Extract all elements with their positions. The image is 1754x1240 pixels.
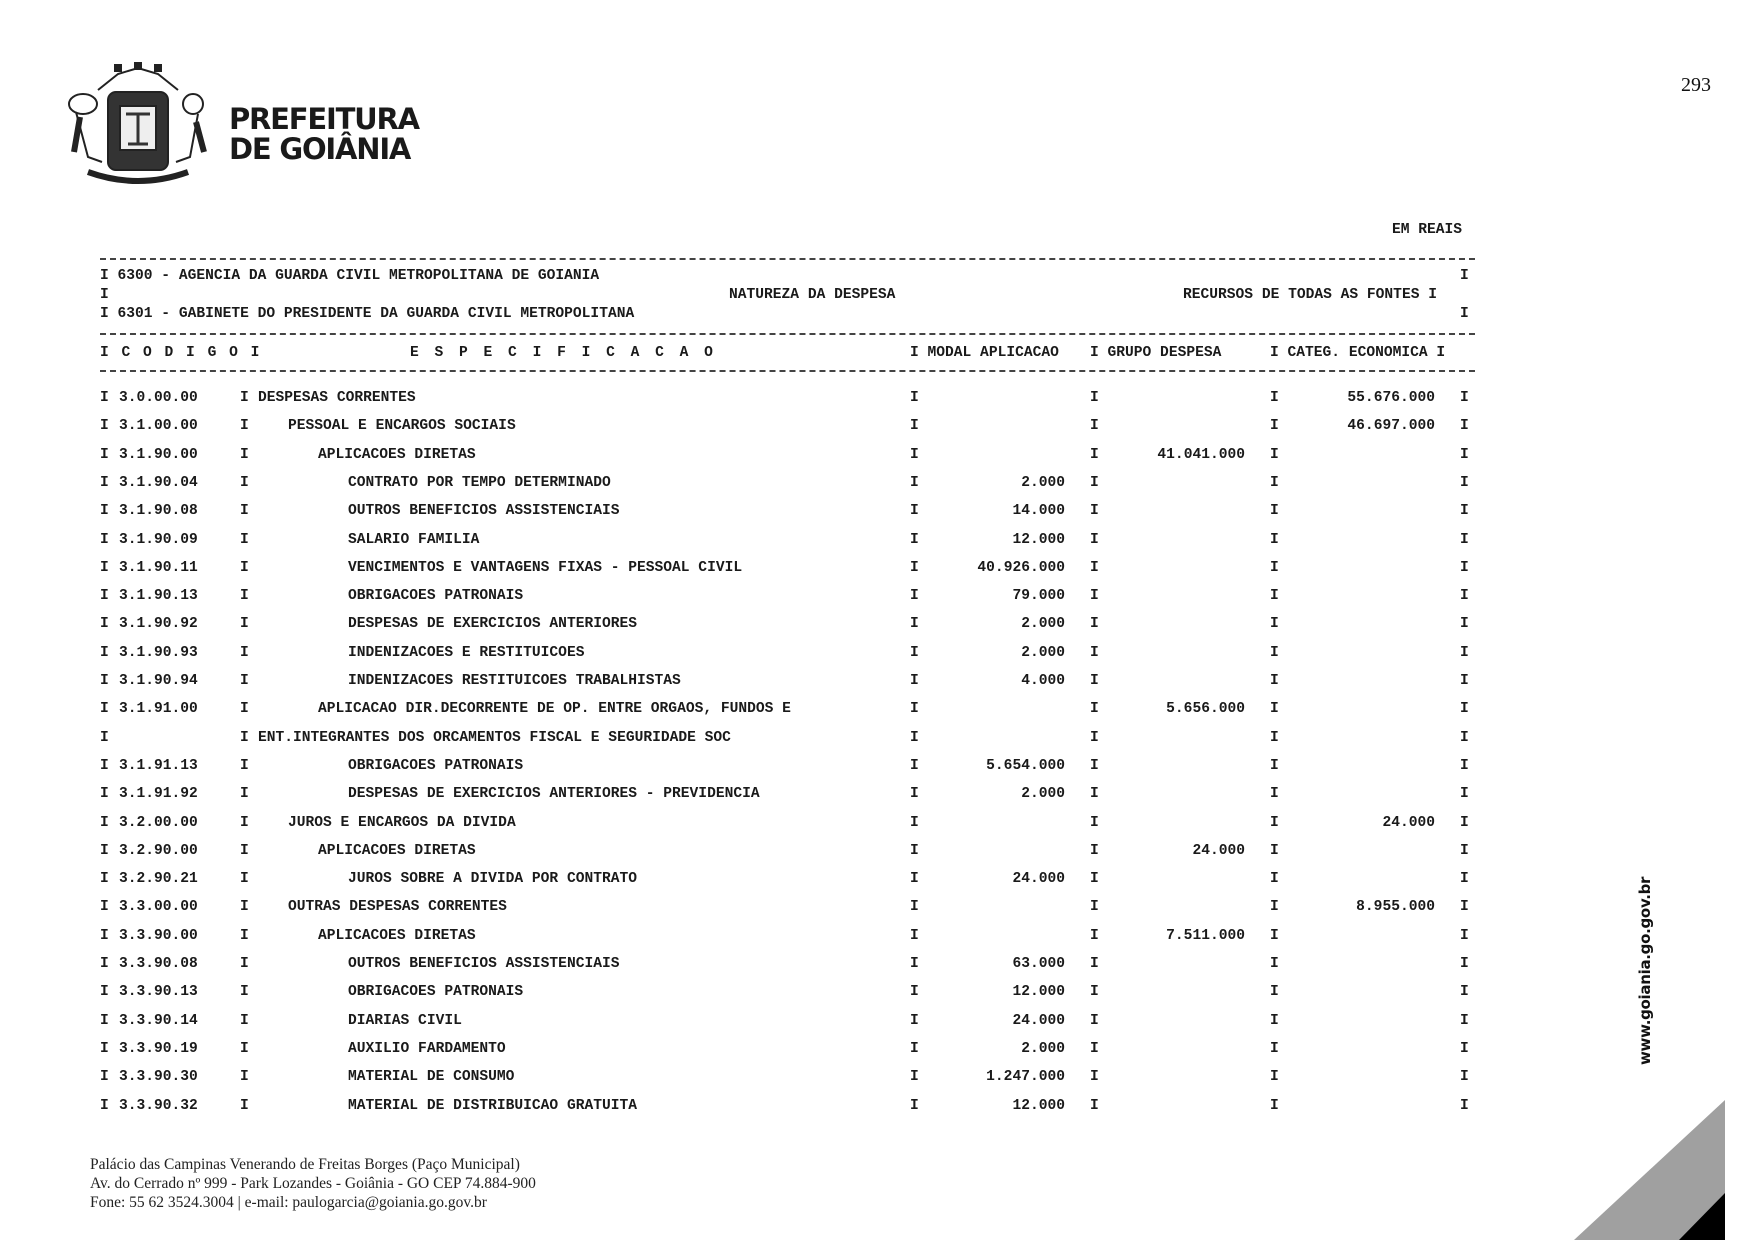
table-row (100, 701, 1480, 721)
brand-line-1: PREFEITURA (229, 102, 419, 136)
column-separator: I (1270, 814, 1279, 831)
column-separator: I (910, 474, 919, 491)
column-separator: I (1090, 899, 1099, 916)
row-code: 3.3.90.14 (119, 1012, 198, 1029)
column-separator: I (1090, 1097, 1099, 1114)
column-separator: I (1270, 1069, 1279, 1086)
column-separator: I (1090, 1012, 1099, 1029)
column-separator: I (100, 1040, 109, 1057)
row-description: OBRIGACOES PATRONAIS (348, 588, 524, 605)
column-separator: I (240, 871, 249, 888)
divider (100, 370, 1475, 372)
column-separator: I (240, 1040, 249, 1057)
column-separator: I (100, 1097, 109, 1114)
divider (100, 333, 1475, 335)
column-separator: I (240, 956, 249, 972)
column-separator: I (100, 474, 109, 491)
row-code: 3.1.90.09 (119, 531, 198, 548)
column-separator: I (910, 757, 919, 774)
recursos-label: RECURSOS DE TODAS AS FONTES I (1183, 287, 1437, 303)
table-row (100, 532, 1480, 552)
column-separator: I (1090, 1040, 1099, 1057)
row-description: AUXILIO FARDAMENTO (348, 1040, 506, 1057)
column-separator: I (1460, 559, 1469, 576)
column-separator: I (100, 757, 109, 774)
column-separator: I (1460, 1097, 1469, 1114)
column-separator: I (1270, 418, 1279, 435)
row-description: CONTRATO POR TEMPO DETERMINADO (348, 474, 611, 491)
column-separator: I (1460, 418, 1469, 435)
column-separator: I (910, 927, 919, 944)
footer-line-2: Av. do Cerrado nº 999 - Park Lozandes - Goiânia - GO CEP 74.884-900 (90, 1175, 536, 1192)
column-separator: I (1460, 503, 1469, 520)
natureza-da-despesa-label: NATUREZA DA DESPESA (729, 287, 896, 303)
categ-economica-value: 24.000 (1382, 814, 1435, 831)
row-description: OUTROS BENEFICIOS ASSISTENCIAIS (348, 503, 620, 520)
column-separator: I (1270, 984, 1279, 1001)
column-separator: I (910, 899, 919, 916)
table-row (100, 616, 1480, 636)
column-separator: I (1460, 588, 1469, 605)
column-separator: I (910, 418, 919, 435)
column-separator: I (240, 757, 249, 774)
corner-decoration (1574, 1100, 1754, 1240)
modal-aplicacao-value: 40.926.000 (977, 559, 1065, 576)
column-separator: I (1090, 531, 1099, 548)
column-separator: I (100, 616, 109, 633)
column-separator: I (1270, 616, 1279, 633)
modal-aplicacao-value: 5.654.000 (986, 757, 1065, 774)
column-separator: I (1460, 814, 1469, 831)
row-description: DESPESAS DE EXERCICIOS ANTERIORES (348, 616, 638, 633)
column-separator: I (1090, 1069, 1099, 1086)
column-separator: I (1460, 616, 1469, 633)
modal-aplicacao-value: 79.000 (1012, 588, 1065, 605)
row-description: OBRIGACOES PATRONAIS (348, 984, 524, 1001)
table-row (100, 928, 1480, 948)
column-separator: I (100, 701, 109, 718)
column-separator: I (910, 701, 919, 718)
row-code: 3.3.90.00 (119, 927, 198, 944)
column-separator: I (1090, 673, 1099, 689)
row-code: 3.3.90.30 (119, 1069, 198, 1086)
column-separator: I (1460, 956, 1469, 972)
column-separator: I (100, 418, 109, 435)
modal-aplicacao-value: 12.000 (1012, 1097, 1065, 1114)
column-separator: I (1270, 588, 1279, 605)
column-separator: I (1460, 842, 1469, 859)
table-row (100, 815, 1480, 835)
column-separator: I (910, 644, 919, 661)
column-separator: I (1270, 757, 1279, 774)
table-row (100, 758, 1480, 778)
row-description: APLICACAO DIR.DECORRENTE DE OP. ENTRE ORGAOS, FUNDOS E (318, 701, 791, 718)
column-separator: I (1090, 814, 1099, 831)
row-code: 3.1.00.00 (119, 418, 198, 435)
row-description: INDENIZACOES RESTITUICOES TRABALHISTAS (348, 673, 681, 689)
column-separator: I (1090, 446, 1099, 463)
column-separator: I (1270, 701, 1279, 718)
footer-line-1: Palácio das Campinas Venerando de Freitas Borges (Paço Municipal) (90, 1156, 520, 1173)
column-separator: I (100, 644, 109, 661)
column-separator: I (240, 1069, 249, 1086)
column-separator: I (910, 446, 919, 463)
row-code: 3.3.90.32 (119, 1097, 198, 1114)
table-row (100, 475, 1480, 495)
row-code: 3.2.90.21 (119, 871, 198, 888)
column-separator: I (1090, 757, 1099, 774)
table-row (100, 786, 1480, 806)
column-separator: I (1460, 531, 1469, 548)
grupo-despesa-value: 7.511.000 (1166, 927, 1245, 944)
column-separator: I (1270, 871, 1279, 888)
row-description: ENT.INTEGRANTES DOS ORCAMENTOS FISCAL E SEGURIDADE SOC (258, 729, 731, 746)
column-separator: I (240, 927, 249, 944)
modal-aplicacao-value: 2.000 (1021, 786, 1065, 803)
column-separator: I (100, 390, 109, 406)
column-separator: I (240, 1097, 249, 1114)
column-separator: I (240, 644, 249, 661)
column-separator: I (910, 616, 919, 633)
grupo-despesa-value: 5.656.000 (1166, 701, 1245, 718)
column-separator: I (1460, 474, 1469, 491)
column-separator: I (240, 701, 249, 718)
table-row (100, 956, 1480, 976)
row-code: 3.3.00.00 (119, 899, 198, 916)
column-separator: I (100, 559, 109, 576)
column-separator: I (1090, 871, 1099, 888)
column-separator: I (1270, 390, 1279, 406)
column-separator: I (100, 871, 109, 888)
column-separator: I (240, 786, 249, 803)
table-row (100, 503, 1480, 523)
column-separator: I (1270, 786, 1279, 803)
column-separator: I (1270, 899, 1279, 916)
column-separator: I (240, 984, 249, 1001)
column-separator: I (910, 1040, 919, 1057)
row-code: 3.1.90.13 (119, 588, 198, 605)
column-separator: I (240, 390, 249, 406)
column-separator: I (1090, 842, 1099, 859)
column-separator: I (910, 390, 919, 406)
table-row (100, 645, 1480, 665)
table-row (100, 1041, 1480, 1061)
table-row (100, 871, 1480, 891)
table-row (100, 843, 1480, 863)
column-separator: I (1460, 1012, 1469, 1029)
grupo-despesa-value: 24.000 (1192, 842, 1245, 859)
table-row (100, 673, 1480, 693)
table-row (100, 1013, 1480, 1033)
column-separator: I (1460, 644, 1469, 661)
column-separator: I (1090, 616, 1099, 633)
column-separator: I (1270, 1012, 1279, 1029)
column-separator: I (1090, 984, 1099, 1001)
row-description: JUROS SOBRE A DIVIDA POR CONTRATO (348, 871, 638, 888)
column-separator: I (100, 1069, 109, 1086)
column-separator: I (100, 984, 109, 1001)
column-separator: I (1270, 842, 1279, 859)
row-description: MATERIAL DE DISTRIBUICAO GRATUITA (348, 1097, 638, 1114)
column-separator: I (1090, 474, 1099, 491)
column-separator: I (1090, 644, 1099, 661)
table-row (100, 588, 1480, 608)
column-separator: I (1460, 673, 1469, 689)
column-separator: I (1460, 786, 1469, 803)
currency-units-label: EM REAIS (1392, 222, 1463, 238)
column-separator: I (1090, 503, 1099, 520)
column-header-grupo-despesa: I GRUPO DESPESA (1090, 345, 1222, 361)
column-separator: I (1270, 446, 1279, 463)
column-separator: I (240, 616, 249, 633)
row-description: OUTRAS DESPESAS CORRENTES (288, 899, 507, 916)
row-description: VENCIMENTOS E VANTAGENS FIXAS - PESSOAL CIVIL (348, 559, 743, 576)
column-separator: I (1270, 927, 1279, 944)
row-code: 3.2.00.00 (119, 814, 198, 831)
row-code: 3.1.90.94 (119, 673, 198, 689)
column-separator: I (1460, 1069, 1469, 1086)
table-row (100, 560, 1480, 580)
column-separator: I (100, 786, 109, 803)
divider (100, 258, 1475, 260)
row-description: APLICACOES DIRETAS (318, 842, 476, 859)
right-border-bar: I (1460, 306, 1469, 322)
row-description: APLICACOES DIRETAS (318, 927, 476, 944)
footer-line-3: Fone: 55 62 3524.3004 | e-mail: paulogarcia@goiania.go.gov.br (90, 1194, 487, 1211)
grupo-despesa-value: 41.041.000 (1157, 446, 1245, 463)
column-separator: I (910, 814, 919, 831)
column-separator: I (1270, 559, 1279, 576)
modal-aplicacao-value: 12.000 (1012, 531, 1065, 548)
column-separator: I (240, 899, 249, 916)
column-separator: I (1460, 871, 1469, 888)
column-separator: I (100, 842, 109, 859)
column-separator: I (100, 588, 109, 605)
column-separator: I (1460, 1040, 1469, 1057)
table-row (100, 418, 1480, 438)
column-separator: I (240, 418, 249, 435)
row-code: 3.1.90.93 (119, 644, 198, 661)
column-separator: I (1270, 1040, 1279, 1057)
column-separator: I (1090, 559, 1099, 576)
column-header-modal-aplicacao: I MODAL APLICACAO (910, 345, 1059, 361)
column-separator: I (910, 559, 919, 576)
table-row (100, 390, 1480, 410)
column-separator: I (1460, 984, 1469, 1001)
column-separator: I (1270, 673, 1279, 689)
column-separator: I (1090, 729, 1099, 746)
column-separator: I (910, 1097, 919, 1114)
modal-aplicacao-value: 63.000 (1012, 956, 1065, 972)
table-row (100, 1069, 1480, 1089)
modal-aplicacao-value: 1.247.000 (986, 1069, 1065, 1086)
row-description: DIARIAS CIVIL (348, 1012, 462, 1029)
right-border-bar: I (1460, 268, 1469, 284)
row-code: 3.1.90.04 (119, 474, 198, 491)
modal-aplicacao-value: 24.000 (1012, 1012, 1065, 1029)
column-separator: I (910, 1069, 919, 1086)
column-separator: I (1090, 418, 1099, 435)
table-row (100, 984, 1480, 1004)
categ-economica-value: 55.676.000 (1347, 390, 1435, 406)
column-separator: I (100, 814, 109, 831)
table-row (100, 730, 1480, 750)
categ-economica-value: 8.955.000 (1356, 899, 1435, 916)
brand-line-2: DE GOIÂNIA (229, 132, 411, 166)
footer-address (90, 1155, 536, 1212)
column-separator: I (240, 814, 249, 831)
table-row (100, 899, 1480, 919)
column-separator: I (240, 474, 249, 491)
column-separator: I (910, 786, 919, 803)
column-separator: I (910, 842, 919, 859)
modal-aplicacao-value: 12.000 (1012, 984, 1065, 1001)
modal-aplicacao-value: 2.000 (1021, 644, 1065, 661)
modal-aplicacao-value: 14.000 (1012, 503, 1065, 520)
column-separator: I (240, 673, 249, 689)
column-separator: I (100, 899, 109, 916)
column-separator: I (1460, 390, 1469, 406)
column-separator: I (910, 729, 919, 746)
column-separator: I (240, 588, 249, 605)
row-description: MATERIAL DE CONSUMO (348, 1069, 515, 1086)
row-description: DESPESAS CORRENTES (258, 390, 416, 406)
modal-aplicacao-value: 2.000 (1021, 1040, 1065, 1057)
categ-economica-value: 46.697.000 (1347, 418, 1435, 435)
website-url: www.goiania.go.gov.br (1636, 876, 1654, 1065)
row-code: 3.1.91.00 (119, 701, 198, 718)
left-border-bar: I (100, 287, 109, 303)
coat-of-arms-logo (58, 62, 218, 192)
column-header-categ-economica: I CATEG. ECONOMICA I (1270, 345, 1446, 361)
column-separator: I (910, 984, 919, 1001)
row-code: 3.2.90.00 (119, 842, 198, 859)
row-code: 3.1.90.11 (119, 559, 198, 576)
column-separator: I (100, 673, 109, 689)
column-separator: I (100, 503, 109, 520)
column-separator: I (910, 1012, 919, 1029)
column-separator: I (1460, 701, 1469, 718)
modal-aplicacao-value: 2.000 (1021, 616, 1065, 633)
column-separator: I (240, 559, 249, 576)
row-code: 3.0.00.00 (119, 390, 198, 406)
unit-line: I 6301 - GABINETE DO PRESIDENTE DA GUARDA CIVIL METROPOLITANA (100, 306, 635, 322)
row-description: OBRIGACOES PATRONAIS (348, 757, 524, 774)
row-description: DESPESAS DE EXERCICIOS ANTERIORES - PREVIDENCIA (348, 786, 760, 803)
column-separator: I (240, 1012, 249, 1029)
column-separator: I (1270, 531, 1279, 548)
column-header-codigo: I C O D I G O I (100, 345, 262, 361)
row-description: APLICACOES DIRETAS (318, 446, 476, 463)
row-code: 3.3.90.08 (119, 956, 198, 972)
row-description: JUROS E ENCARGOS DA DIVIDA (288, 814, 516, 831)
column-separator: I (1270, 1097, 1279, 1114)
column-separator: I (1460, 757, 1469, 774)
column-separator: I (1090, 701, 1099, 718)
column-separator: I (1090, 956, 1099, 972)
row-code: 3.1.90.92 (119, 616, 198, 633)
column-header-especificacao: E S P E C I F I C A C A O (410, 345, 717, 361)
column-separator: I (100, 729, 109, 746)
column-separator: I (910, 588, 919, 605)
row-description: INDENIZACOES E RESTITUICOES (348, 644, 585, 661)
column-separator: I (240, 531, 249, 548)
column-separator: I (1090, 927, 1099, 944)
row-description: OUTROS BENEFICIOS ASSISTENCIAIS (348, 956, 620, 972)
column-separator: I (100, 956, 109, 972)
column-separator: I (240, 729, 249, 746)
column-separator: I (910, 503, 919, 520)
column-separator: I (910, 673, 919, 689)
column-separator: I (100, 927, 109, 944)
column-separator: I (910, 871, 919, 888)
brand-name (229, 104, 419, 164)
column-separator: I (1270, 503, 1279, 520)
column-separator: I (1090, 390, 1099, 406)
row-code: 3.3.90.19 (119, 1040, 198, 1057)
table-row (100, 447, 1480, 467)
column-separator: I (240, 503, 249, 520)
column-separator: I (910, 531, 919, 548)
column-separator: I (240, 446, 249, 463)
column-separator: I (1460, 927, 1469, 944)
column-separator: I (240, 842, 249, 859)
row-code: 3.1.91.92 (119, 786, 198, 803)
row-code: 3.1.90.00 (119, 446, 198, 463)
org-line: I 6300 - AGENCIA DA GUARDA CIVIL METROPOLITANA DE GOIANIA (100, 268, 600, 284)
column-separator: I (1460, 446, 1469, 463)
row-description: SALARIO FAMILIA (348, 531, 480, 548)
column-separator: I (1460, 899, 1469, 916)
modal-aplicacao-value: 4.000 (1021, 673, 1065, 689)
page-number: 293 (1681, 74, 1711, 96)
row-code: 3.1.90.08 (119, 503, 198, 520)
column-separator: I (910, 956, 919, 972)
column-separator: I (1090, 786, 1099, 803)
column-separator: I (1270, 474, 1279, 491)
row-code: 3.3.90.13 (119, 984, 198, 1001)
table-row (100, 1098, 1480, 1118)
row-code: 3.1.91.13 (119, 757, 198, 774)
column-separator: I (100, 446, 109, 463)
modal-aplicacao-value: 2.000 (1021, 474, 1065, 491)
column-separator: I (100, 531, 109, 548)
column-separator: I (1270, 644, 1279, 661)
modal-aplicacao-value: 24.000 (1012, 871, 1065, 888)
column-separator: I (1460, 729, 1469, 746)
column-separator: I (1270, 956, 1279, 972)
column-separator: I (1270, 729, 1279, 746)
row-description: PESSOAL E ENCARGOS SOCIAIS (288, 418, 516, 435)
column-separator: I (1090, 588, 1099, 605)
column-separator: I (100, 1012, 109, 1029)
